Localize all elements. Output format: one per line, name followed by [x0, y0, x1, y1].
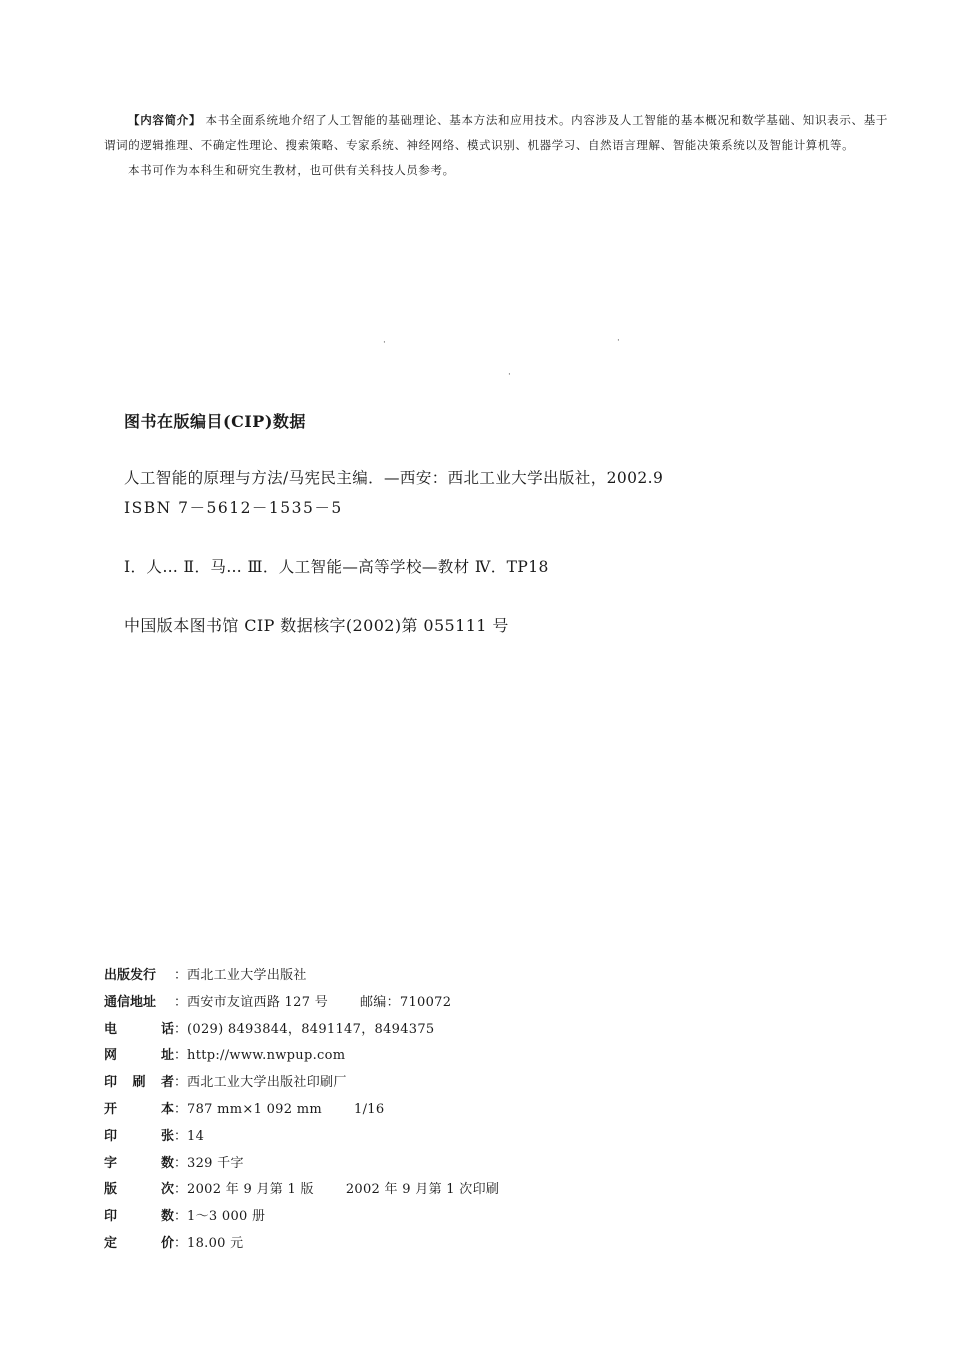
cip-heading: 图书在版编目(CIP)数据 — [124, 412, 306, 431]
summary-lead: 【内容简介】 — [128, 113, 202, 127]
colophon-value: 329 千字 — [187, 1155, 244, 1171]
colophon-label: 开 本 — [104, 1101, 174, 1117]
colophon-row-format: 开 本 ： 787 mm×1 092 mm 1/16 — [104, 1097, 499, 1124]
colophon-row-printer: 印 刷 者 ： 西北工业大学出版社印刷厂 — [104, 1070, 499, 1097]
colophon-label: 印 张 — [104, 1128, 174, 1144]
colophon-format-fraction: 1/16 — [354, 1101, 385, 1117]
cip-isbn: ISBN 7－5612－1535－5 — [124, 499, 343, 517]
cip-title-line: 人工智能的原理与方法/马宪民主编．—西安：西北工业大学出版社，2002.9 — [124, 469, 664, 487]
colophon — [104, 963, 499, 1258]
colophon-row-address: 通信地址 ： 西安市友谊西路 127 号 邮编：710072 — [104, 990, 499, 1017]
colophon-row-price: 定 价 ： 18.00 元 — [104, 1231, 499, 1258]
summary-paragraph-2: 本书可作为本科生和研究生教材，也可供有关科技人员参考。 — [128, 163, 455, 177]
colophon-value: 18.00 元 — [187, 1235, 244, 1251]
summary-paragraph-1 — [104, 108, 888, 158]
colophon-label: 出版发行 — [104, 968, 157, 983]
colophon-row-publisher: 出版发行 ： 西北工业大学出版社 — [104, 963, 499, 990]
colophon-row-sheets: 印 张 ： 14 — [104, 1124, 499, 1151]
colophon-value: 787 mm×1 092 mm — [187, 1101, 323, 1117]
colophon-postcode: 邮编：710072 — [360, 994, 452, 1010]
cip-data-number: 中国版本图书馆 CIP 数据核字(2002)第 055111 号 — [124, 616, 509, 635]
colophon-row-website: 网 址 ： http://www.nwpup.com — [104, 1043, 499, 1070]
colophon-value: 西北工业大学出版社 — [187, 968, 307, 983]
colophon-label: 字 数 — [104, 1155, 174, 1171]
colophon-label: 网 址 — [104, 1048, 174, 1064]
colophon-label: 通信地址 — [104, 994, 157, 1010]
colophon-value: 1～3 000 册 — [187, 1209, 266, 1225]
colophon-value: (029) 8493844，8491147，8494375 — [187, 1021, 435, 1037]
colophon-value: 14 — [187, 1128, 205, 1144]
colophon-value: 西安市友谊西路 127 号 — [187, 994, 328, 1010]
colophon-label: 印 数 — [104, 1209, 174, 1225]
colophon-value: http://www.nwpup.com — [187, 1048, 346, 1064]
colophon-value: 2002 年 9 月第 1 版 — [187, 1182, 314, 1198]
cip-classification: Ⅰ．人… Ⅱ．马… Ⅲ．人工智能—高等学校—教材 Ⅳ．TP18 — [124, 558, 549, 576]
colophon-label: 版 次 — [104, 1182, 174, 1198]
colophon-row-edition: 版 次 ： 2002 年 9 月第 1 版 2002 年 9 月第 1 次印刷 — [104, 1177, 499, 1204]
book-summary — [104, 108, 888, 183]
colophon-row-print-run: 印 数 ： 1～3 000 册 — [104, 1204, 499, 1231]
colophon-row-wordcount: 字 数 ： 329 千字 — [104, 1151, 499, 1178]
colophon-row-phone: 电 话 ： (029) 8493844，8491147，8494375 — [104, 1017, 499, 1044]
colophon-printing: 2002 年 9 月第 1 次印刷 — [345, 1182, 500, 1198]
colophon-label: 定 价 — [104, 1235, 174, 1251]
summary-text: 本书全面系统地介绍了人工智能的基础理论、基本方法和应用技术。内容涉及人工智能的基本概况和数学基础、知识表示、基于谓词的逻辑推理、不确定性理论、搜索策略、专家系统、神经网络、模式识别、机器学习、自然语言理解、智能决策系统以及智能计算机等。 — [104, 113, 888, 152]
colophon-value: 西北工业大学出版社印刷厂 — [187, 1075, 347, 1091]
colophon-label: 印 刷 者 — [104, 1075, 174, 1091]
colophon-label: 电 话 — [104, 1021, 174, 1037]
